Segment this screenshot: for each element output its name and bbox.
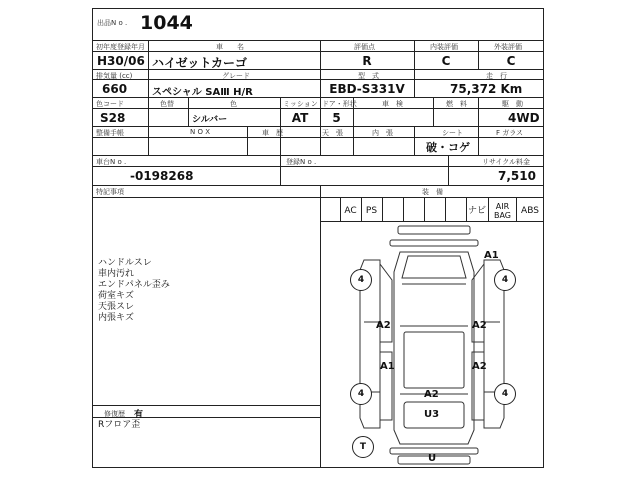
registration-label: 登録N o .: [286, 158, 317, 166]
nox-label: N O X: [190, 128, 210, 136]
equipment-item: [445, 201, 466, 221]
equipment-label: 装 備: [422, 188, 443, 196]
inspection-label: 車 検: [382, 100, 403, 108]
remark-item: エンドパネル歪み: [98, 280, 170, 290]
listing-number-label: 出品N o .: [97, 19, 128, 27]
seat-label: シート: [442, 129, 463, 137]
damage-mark: A2: [472, 320, 487, 331]
equipment-item-ac: AC: [344, 206, 357, 216]
equipment-item-abs: ABS: [521, 206, 539, 216]
exterior-grade-label: 外装評価: [494, 43, 522, 51]
equipment-item: [382, 201, 403, 221]
drive-type: 4WD: [508, 111, 540, 125]
car-name: ハイゼットカーゴ: [152, 56, 248, 70]
door-label: ドア・形状: [322, 100, 357, 108]
color-code: S28: [100, 111, 126, 125]
remark-item: 荷室キズ: [98, 291, 134, 301]
manual-label: 整備手帳: [96, 129, 124, 137]
seat-condition: 破・コゲ: [426, 141, 470, 154]
interior-grade-label: 内装評価: [430, 43, 458, 51]
damage-mark: A1: [380, 361, 395, 372]
equipment-item: [424, 201, 445, 221]
auction-score: R: [362, 54, 372, 68]
damage-mark: U: [428, 453, 437, 464]
equipment-item: [320, 201, 340, 221]
notes-label: 特記事項: [96, 188, 124, 196]
model-code: EBD-S331V: [329, 82, 405, 96]
cc-label: 排気量 (cc): [96, 72, 133, 80]
fuel-label: 燃 料: [446, 100, 467, 108]
damage-mark: U3: [424, 409, 440, 420]
color-label: 色: [230, 100, 237, 108]
door-count: 5: [332, 111, 341, 125]
tire-front-right: 4: [494, 269, 516, 291]
interior-grade: C: [441, 54, 451, 68]
drive-label: 駆 動: [502, 100, 523, 108]
glass-label: F ガラス: [496, 129, 524, 137]
model-label: 型 式: [358, 72, 379, 80]
damage-mark: A1: [484, 250, 499, 261]
spare-tire: T: [352, 436, 374, 458]
inner-panel-label: 内 張: [372, 129, 393, 137]
car-name-label: 車 名: [216, 43, 244, 51]
tire-rear-right: 4: [494, 383, 516, 405]
mileage: 75,372 Km: [450, 82, 523, 96]
damage-mark: A2: [376, 320, 391, 331]
color: シルバー: [192, 115, 228, 125]
mission-label: ミッション: [283, 100, 318, 108]
year-label: 初年度登録年月: [96, 43, 145, 51]
tire-rear-left: 4: [350, 383, 372, 405]
recycle-fee: 7,510: [498, 169, 536, 183]
mileage-label: 走 行: [486, 72, 507, 80]
equipment-item: [403, 201, 424, 221]
mission: AT: [291, 111, 309, 125]
equipment-item-ps: PS: [365, 206, 378, 216]
color-code-label: 色コード: [96, 100, 124, 108]
remark-item: 車内汚れ: [98, 269, 135, 279]
engine-cc: 660: [102, 82, 128, 96]
tire-front-left: 4: [350, 269, 372, 291]
exterior-grade: C: [506, 54, 516, 68]
first-registration-year: H30/06: [97, 54, 145, 68]
repaint-label: 色替: [160, 100, 174, 108]
damage-mark: A2: [472, 361, 487, 372]
remark-item: ハンドルスレ: [98, 258, 152, 268]
listing-number: 1044: [140, 12, 193, 34]
repair-detail: Rフロア歪: [98, 420, 141, 430]
remark-item: 内張キズ: [98, 313, 134, 323]
equipment-item-airbag: AIR BAG: [493, 202, 512, 220]
car-damage-diagram: [320, 222, 544, 468]
chassis-number: -0198268: [130, 169, 194, 183]
repair-history-label: 修復歴: [104, 410, 125, 418]
equipment-item-navi: ナビ: [467, 206, 486, 216]
grade-label: グレード: [222, 72, 250, 80]
ceiling-label: 天 張: [322, 129, 343, 137]
grade: スペシャル SAⅢ H/R: [152, 87, 253, 98]
damage-mark: A2: [424, 389, 439, 400]
chassis-label: 車台N o .: [96, 158, 127, 166]
recycle-label: リサイクル料金: [482, 158, 531, 166]
score-label: 評価点: [354, 43, 375, 51]
remark-item: 天張スレ: [98, 302, 135, 312]
history-label: 車 歴: [262, 129, 283, 137]
repair-history-value: 有: [134, 410, 144, 420]
